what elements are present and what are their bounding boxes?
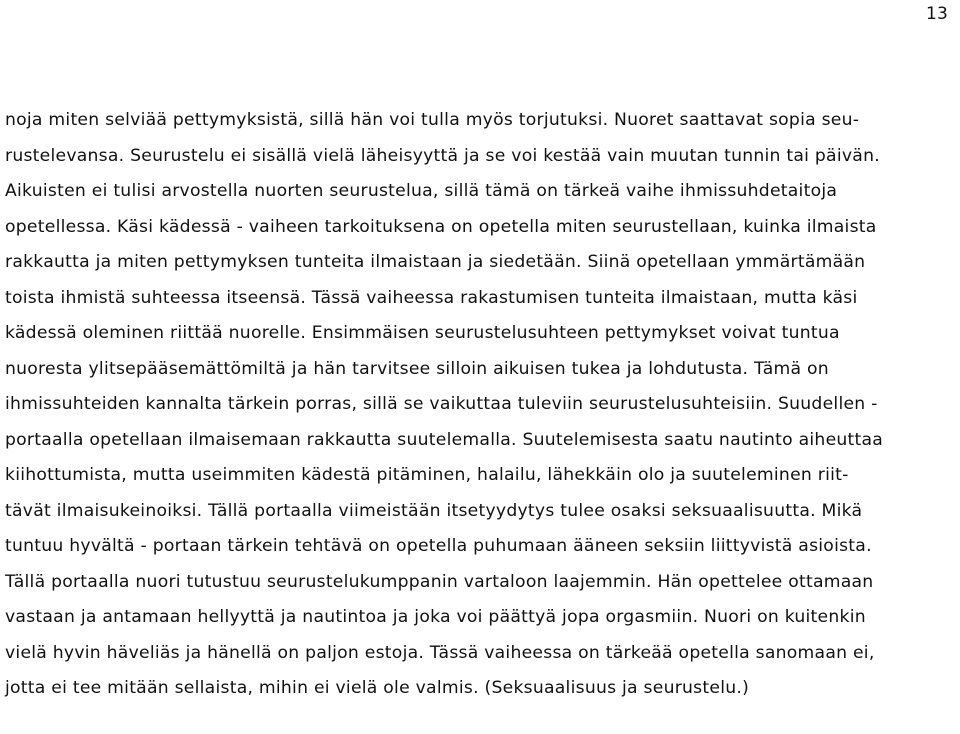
text-line: jotta ei tee mitään sellaista, mihin ei vielä ole valmis. (Seksuaalisuus ja seurustelu.) [5, 678, 750, 698]
text-line: Aikuisten ei tulisi arvostella nuorten seurustelua, sillä tämä on tärkeä vaihe ihmissuhdetaitoja [5, 181, 838, 201]
text-line: noja miten selviää pettymyksistä, sillä hän voi tulla myös torjutuksi. Nuoret saattavat sopia seu- [5, 110, 860, 130]
text-line: Tällä portaalla nuori tutustuu seurustelukumppanin vartaloon laajemmin. Hän opettelee ottamaan [5, 571, 874, 592]
text-line: rakkautta ja miten pettymyksen tunteita ilmaistaan ja siedetään. Siinä opetellaan ymmärtämään [5, 252, 866, 272]
text-line: vastaan ja antamaan hellyyttä ja nautintoa ja joka voi päättyä jopa orgasmiin. Nuori on kuitenkin [5, 607, 866, 627]
text-line: opetellessa. Käsi kädessä - vaiheen tarkoituksena on opetella miten seurustellaan, kuinka ilmaista [5, 216, 877, 237]
body-text [5, 103, 957, 707]
text-line: kädessä oleminen riittää nuorelle. Ensimmäisen seurustelusuhteen pettymykset voivat tuntua [5, 323, 840, 343]
text-line: toista ihmistä suhteessa itseensä. Tässä vaiheessa rakastumisen tunteita ilmaistaan, mutta käsi [5, 287, 858, 308]
page-number: 13 [925, 4, 948, 24]
text-line: portaalla opetellaan ilmaisemaan rakkautta suutelemalla. Suutelemisesta saatu nautinto aiheuttaa [5, 429, 884, 450]
text-line: tuntuu hyvältä - portaan tärkein tehtävä on opetella puhumaan ääneen seksiin liittyvistä asioista. [5, 536, 872, 556]
text-line: kiihottumista, mutta useimmiten kädestä pitäminen, halailu, lähekkäin olo ja suuteleminen riit- [5, 465, 849, 485]
text-line: ihmissuhteiden kannalta tärkein porras, sillä se vaikuttaa tuleviin seurustelusuhteisiin. Suudellen - [5, 394, 878, 414]
text-line: rustelevansa. Seurustelu ei sisällä vielä läheisyyttä ja se voi kestää vain muutan tunnin tai päivän. [5, 145, 880, 166]
text-line: nuoresta ylitsepääsemättömiltä ja hän tarvitsee silloin aikuisen tukea ja lohdutusta. Tämä on [5, 358, 829, 379]
text-line: tävät ilmaisukeinoiksi. Tällä portaalla viimeistään itsetyydytys tulee osaksi seksuaalisuutta. Mikä [5, 500, 863, 521]
text-line: vielä hyvin häveliäs ja hänellä on paljon estoja. Tässä vaiheessa on tärkeää opetella sanomaan ei, [5, 642, 875, 663]
